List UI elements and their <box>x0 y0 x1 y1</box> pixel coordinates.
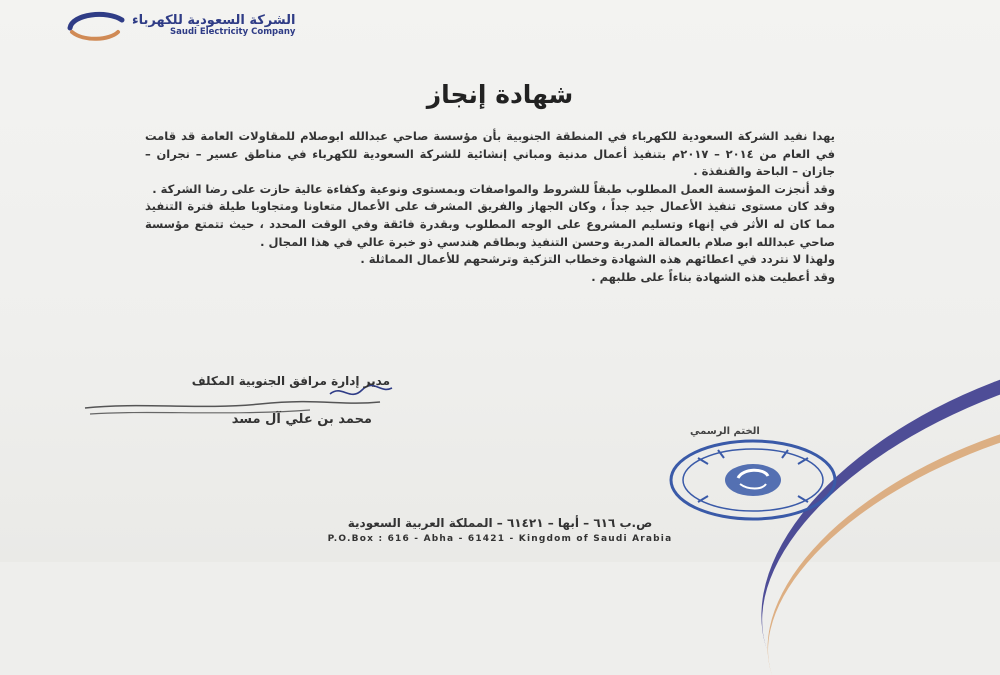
footer-address-en: P.O.Box : 616 - Abha - 61421 - Kingdom of Saudi Arabia <box>327 534 673 544</box>
stamp-label: الختم الرسمي <box>690 426 760 437</box>
body-paragraph-4: ولهذا لا نتردد في اعطائهم هذه الشهادة وخطاب التزكية وترشحهم للأعمال المماثلة . <box>360 252 835 267</box>
company-logo-text <box>132 14 295 38</box>
company-logo <box>62 6 362 46</box>
letter-body <box>145 128 835 286</box>
body-paragraph-3: وقد كان مستوى تنفيذ الأعمال جيد جداً ، وكان الجهاز والفريق المشرف على الأعمال متعاونا ومتجاوبا طيلة فترة التنفيذ مما كان له الأثر في إنهاء وتسليم المشروع على الوجه المطلوب وبقدرة فائقة وفي الوقت المحدد ، حيث تتمتع مؤسسة صاحي عبدالله ابو صلام بالعمالة المدربة وحسن التنفيذ وبطاقم هندسي ذو خبرة عالي في هذا المجال . <box>145 199 835 249</box>
page-title: شهادة إنجاز <box>426 80 574 109</box>
official-stamp <box>668 438 838 522</box>
footer-address <box>150 516 850 544</box>
body-paragraph-5: وقد أعطيت هذه الشهادة بناءاً على طلبهم . <box>591 269 835 284</box>
company-name-en: Saudi Electricity Company <box>170 27 296 38</box>
signatory-title: مدير إدارة مرافق الجنوبية المكلف <box>191 374 390 388</box>
signatory-name: محمد بن علي آل مسد <box>231 412 372 427</box>
body-paragraph-1: يهدا نفيد الشركة السعودية للكهرباء في المنطقة الجنوبية بأن مؤسسة صاحي عبدالله ابوصلام للمقاولات العامة قد قامت في العام من ٢٠١٤ – ٢٠١٧م بتنفيذ أعمال مدنية ومباني إنشائية للشركة السعودية للكهرباء في مناطق عسير – نجران – جازان – الباحة والقنفذة . <box>145 129 835 179</box>
company-logo-icon <box>62 8 132 44</box>
footer-address-ar: ص.ب ٦١٦ – أبها – ٦١٤٢١ – المملكة العربية السعودية <box>347 516 653 530</box>
company-name-ar: الشركة السعودية للكهرباء <box>132 13 296 29</box>
body-paragraph-2: وقد أنجزت المؤسسة العمل المطلوب طبقاً للشروط والمواصفات وبمستوى ونوعية وكفاءة عالية حازت على رضا الشركة . <box>152 181 835 196</box>
